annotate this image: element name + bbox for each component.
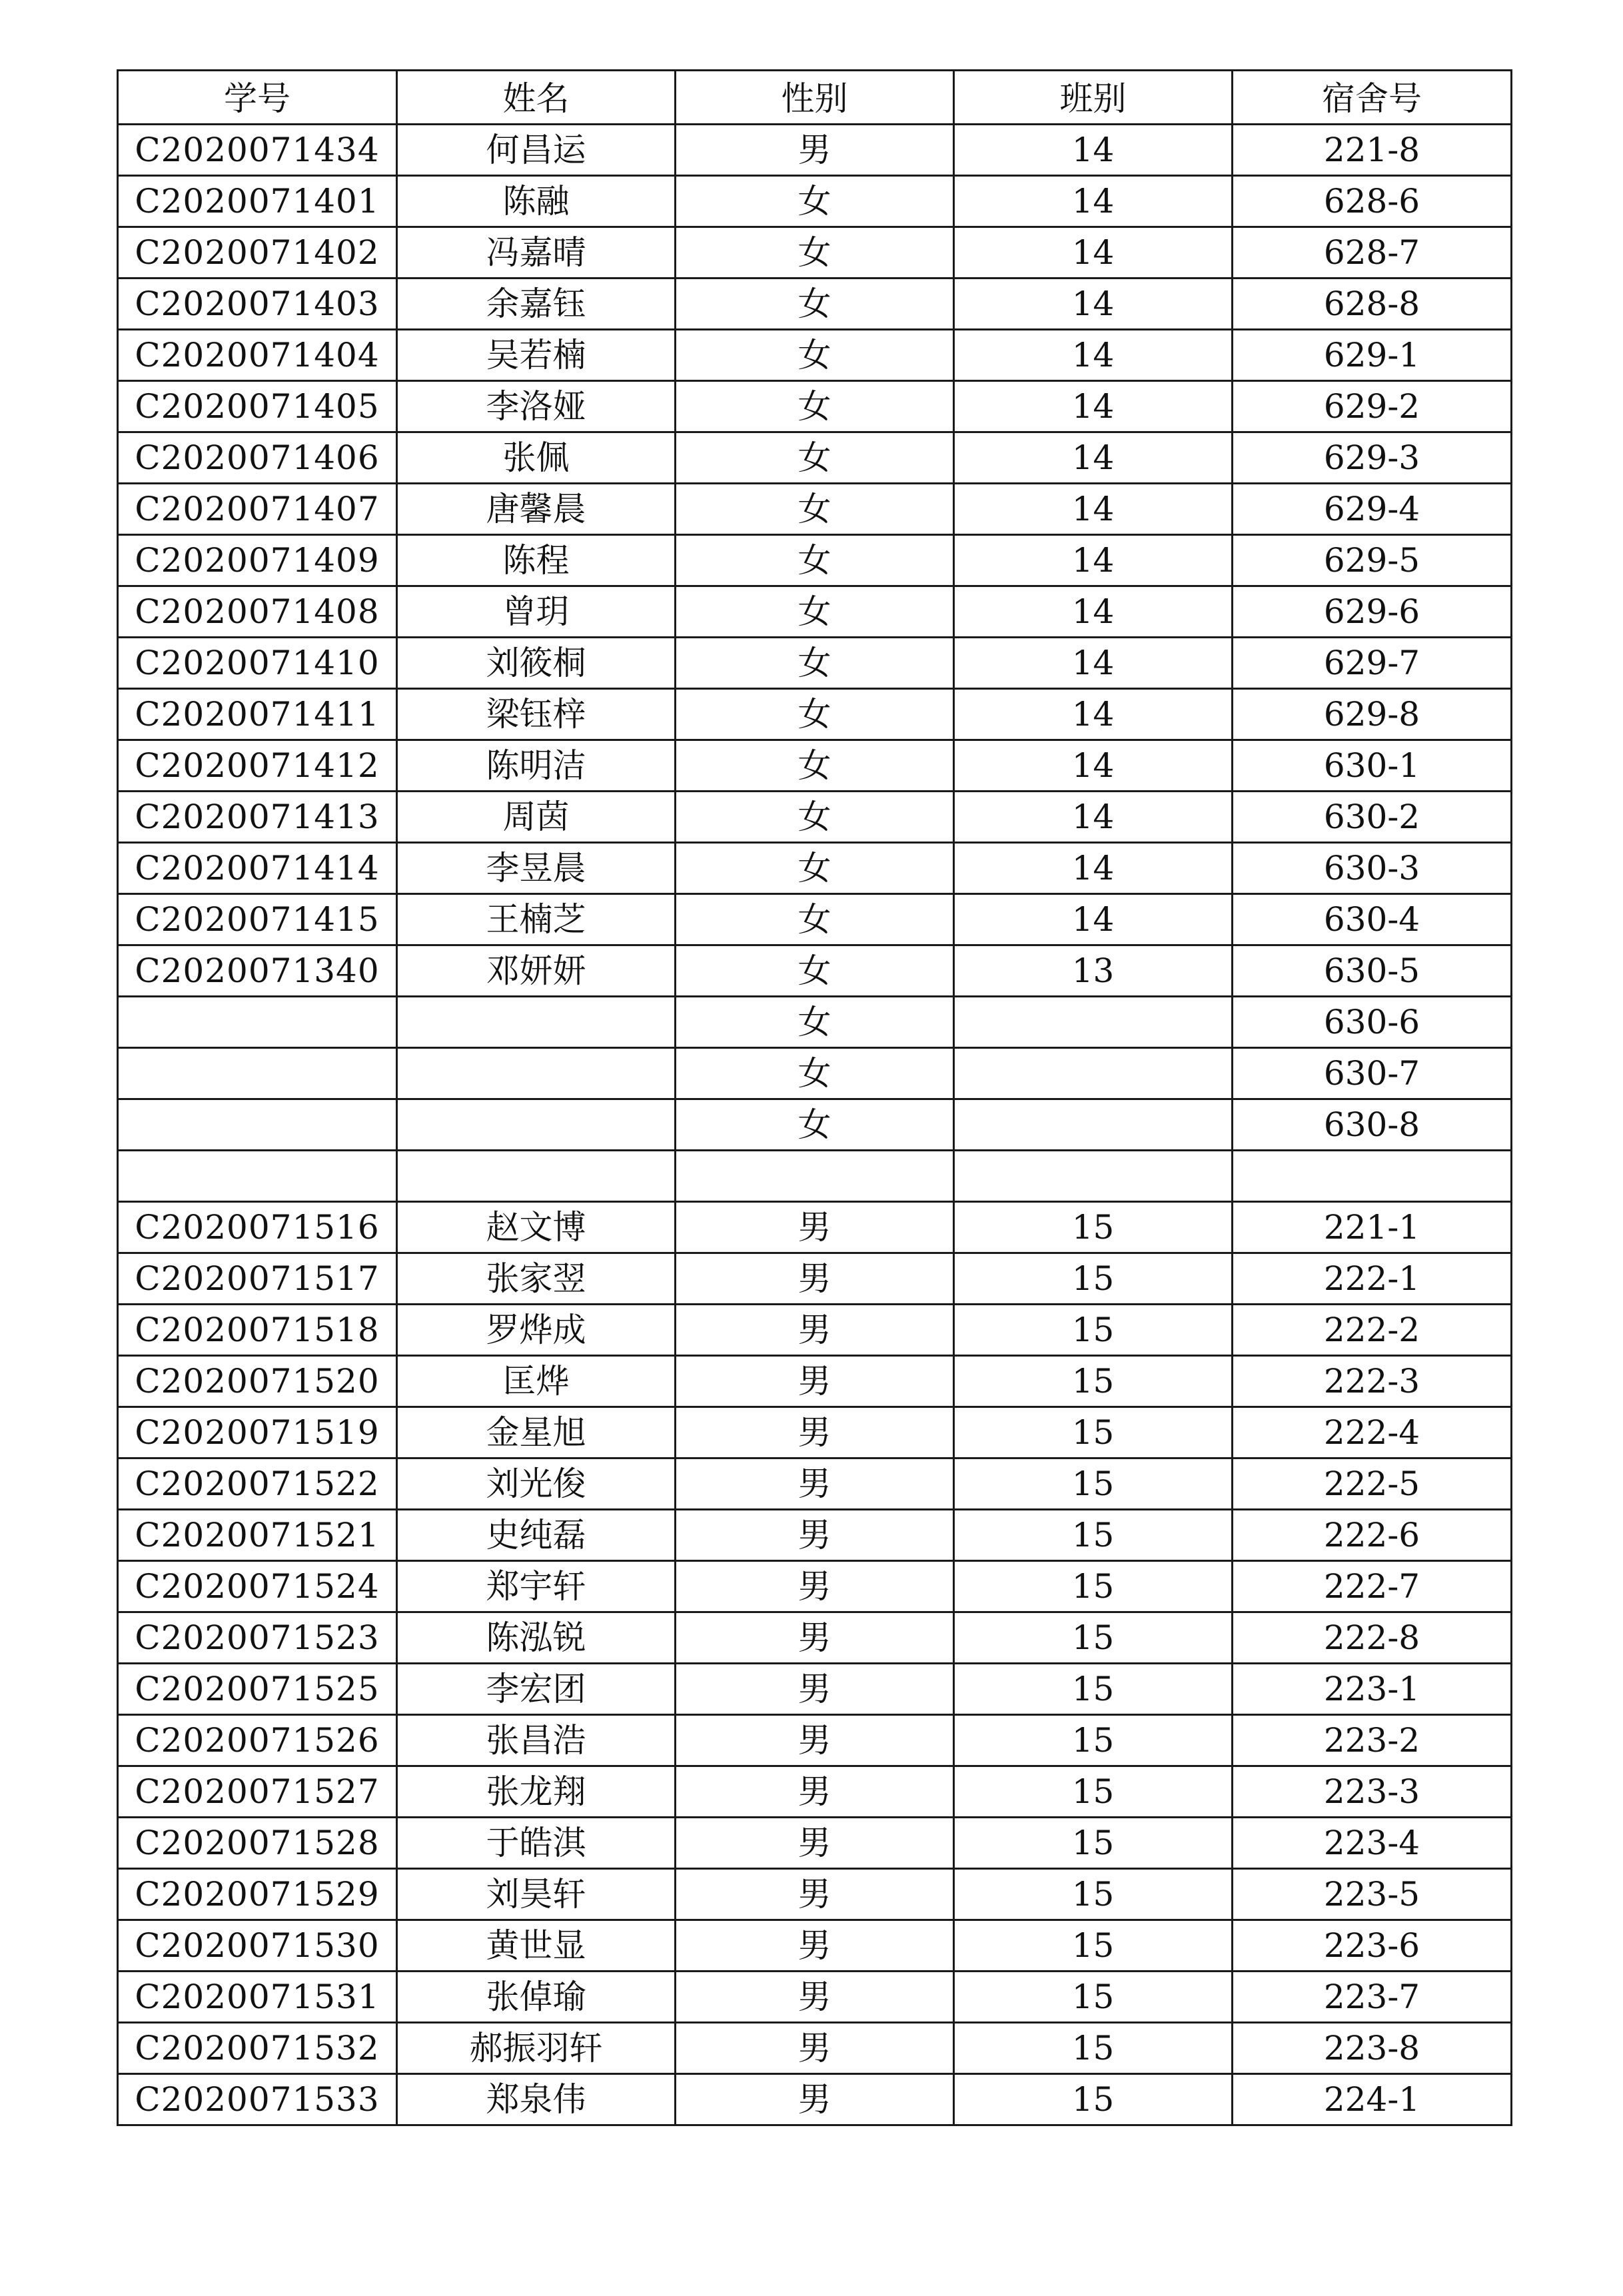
- dorm-number-cell: 222-4: [1233, 1407, 1512, 1458]
- dorm-number-cell: 222-8: [1233, 1612, 1512, 1664]
- dorm-number-cell: 630-5: [1233, 945, 1512, 997]
- class-cell: 15: [954, 2074, 1233, 2125]
- name-cell: 于皓淇: [397, 1818, 676, 1869]
- student-id-cell: [118, 1151, 397, 1202]
- gender-cell: 男: [676, 2023, 954, 2074]
- name-cell: 刘昊轩: [397, 1869, 676, 1920]
- student-id-cell: [118, 1048, 397, 1099]
- name-cell: 周茵: [397, 792, 676, 843]
- name-cell: 匡烨: [397, 1356, 676, 1407]
- name-cell: 陈明洁: [397, 740, 676, 792]
- class-cell: 15: [954, 1612, 1233, 1664]
- table-row: [118, 1510, 1512, 1561]
- dorm-number-cell: 629-5: [1233, 535, 1512, 586]
- gender-cell: 男: [676, 1612, 954, 1664]
- table-row: [118, 1920, 1512, 1972]
- gender-cell: 女: [676, 997, 954, 1048]
- class-cell: 14: [954, 689, 1233, 740]
- dorm-number-cell: 223-5: [1233, 1869, 1512, 1920]
- dorm-number-cell: 223-1: [1233, 1664, 1512, 1715]
- name-cell: 余嘉钰: [397, 279, 676, 330]
- class-cell: 14: [954, 484, 1233, 535]
- student-id-cell: C2020071520: [118, 1356, 397, 1407]
- gender-cell: 男: [676, 1458, 954, 1510]
- student-id-cell: C2020071528: [118, 1818, 397, 1869]
- name-cell: 陈泓锐: [397, 1612, 676, 1664]
- student-id-cell: C2020071518: [118, 1305, 397, 1356]
- class-cell: 15: [954, 1766, 1233, 1818]
- class-cell: [954, 997, 1233, 1048]
- student-id-cell: C2020071415: [118, 894, 397, 945]
- table-row: [118, 1869, 1512, 1920]
- student-id-cell: C2020071527: [118, 1766, 397, 1818]
- table-row: [118, 1766, 1512, 1818]
- class-cell: 14: [954, 740, 1233, 792]
- table-row: [118, 1612, 1512, 1664]
- table-row: [118, 894, 1512, 945]
- table-row: [118, 792, 1512, 843]
- dorm-number-cell: 630-6: [1233, 997, 1512, 1048]
- name-cell: 刘筱桐: [397, 638, 676, 689]
- gender-cell: 男: [676, 1510, 954, 1561]
- name-cell: 王楠芝: [397, 894, 676, 945]
- dorm-number-cell: 628-8: [1233, 279, 1512, 330]
- student-id-cell: C2020071409: [118, 535, 397, 586]
- student-id-cell: C2020071532: [118, 2023, 397, 2074]
- gender-cell: 男: [676, 1869, 954, 1920]
- class-cell: 15: [954, 1972, 1233, 2023]
- table-row: [118, 1305, 1512, 1356]
- dorm-number-cell: 630-8: [1233, 1099, 1512, 1151]
- gender-cell: 女: [676, 227, 954, 279]
- student-id-cell: C2020071530: [118, 1920, 397, 1972]
- dorm-number-cell: 222-1: [1233, 1253, 1512, 1305]
- student-id-cell: C2020071521: [118, 1510, 397, 1561]
- dormitory-roster-table: [117, 69, 1512, 2126]
- student-id-cell: C2020071406: [118, 432, 397, 484]
- name-cell: 曾玥: [397, 586, 676, 638]
- class-cell: 15: [954, 1664, 1233, 1715]
- name-cell: 赵文博: [397, 1202, 676, 1253]
- table-row: [118, 1715, 1512, 1766]
- dorm-number-cell: 223-2: [1233, 1715, 1512, 1766]
- class-cell: 14: [954, 894, 1233, 945]
- class-cell: 14: [954, 125, 1233, 176]
- dorm-number-cell: 221-8: [1233, 125, 1512, 176]
- class-cell: 14: [954, 227, 1233, 279]
- gender-cell: 女: [676, 484, 954, 535]
- dorm-number-cell: 222-3: [1233, 1356, 1512, 1407]
- column-header-name: 姓名: [397, 71, 676, 125]
- column-header-gender: 性别: [676, 71, 954, 125]
- student-id-cell: [118, 997, 397, 1048]
- gender-cell: 女: [676, 330, 954, 381]
- name-cell: 郑泉伟: [397, 2074, 676, 2125]
- class-cell: 15: [954, 2023, 1233, 2074]
- class-cell: 15: [954, 1715, 1233, 1766]
- table-row: [118, 1202, 1512, 1253]
- student-id-cell: C2020071407: [118, 484, 397, 535]
- gender-cell: 男: [676, 1561, 954, 1612]
- dorm-number-cell: 224-1: [1233, 2074, 1512, 2125]
- name-cell: 张倬瑜: [397, 1972, 676, 2023]
- student-id-cell: C2020071516: [118, 1202, 397, 1253]
- table-row: [118, 1099, 1512, 1151]
- student-id-cell: [118, 1099, 397, 1151]
- gender-cell: 女: [676, 586, 954, 638]
- gender-cell: 男: [676, 1818, 954, 1869]
- table-row: [118, 330, 1512, 381]
- name-cell: 吴若楠: [397, 330, 676, 381]
- table-row: [118, 1253, 1512, 1305]
- roster-body: [118, 125, 1512, 2125]
- gender-cell: 男: [676, 1766, 954, 1818]
- name-cell: 郑宇轩: [397, 1561, 676, 1612]
- class-cell: 15: [954, 1561, 1233, 1612]
- class-cell: 14: [954, 792, 1233, 843]
- column-header-class: 班别: [954, 71, 1233, 125]
- gender-cell: 男: [676, 1715, 954, 1766]
- table-row: [118, 1664, 1512, 1715]
- gender-cell: 女: [676, 1099, 954, 1151]
- class-cell: 14: [954, 843, 1233, 894]
- class-cell: 14: [954, 279, 1233, 330]
- table-row: [118, 1407, 1512, 1458]
- name-cell: [397, 997, 676, 1048]
- name-cell: [397, 1099, 676, 1151]
- table-row: [118, 432, 1512, 484]
- student-id-cell: C2020071533: [118, 2074, 397, 2125]
- class-cell: 15: [954, 1818, 1233, 1869]
- dorm-number-cell: 222-7: [1233, 1561, 1512, 1612]
- student-id-cell: C2020071529: [118, 1869, 397, 1920]
- student-id-cell: C2020071524: [118, 1561, 397, 1612]
- student-id-cell: C2020071517: [118, 1253, 397, 1305]
- gender-cell: 女: [676, 176, 954, 227]
- table-row: [118, 586, 1512, 638]
- gender-cell: 女: [676, 792, 954, 843]
- name-cell: 罗烨成: [397, 1305, 676, 1356]
- student-id-cell: C2020071526: [118, 1715, 397, 1766]
- gender-cell: 女: [676, 689, 954, 740]
- class-cell: 14: [954, 330, 1233, 381]
- dorm-number-cell: 629-1: [1233, 330, 1512, 381]
- class-cell: 15: [954, 1510, 1233, 1561]
- student-id-cell: C2020071522: [118, 1458, 397, 1510]
- dorm-number-cell: 629-4: [1233, 484, 1512, 535]
- dorm-number-cell: 223-7: [1233, 1972, 1512, 2023]
- dorm-number-cell: 629-7: [1233, 638, 1512, 689]
- gender-cell: 女: [676, 535, 954, 586]
- table-row: [118, 945, 1512, 997]
- class-cell: 15: [954, 1202, 1233, 1253]
- spreadsheet-page: [117, 69, 1510, 2126]
- table-row: [118, 227, 1512, 279]
- dorm-number-cell: 630-4: [1233, 894, 1512, 945]
- gender-cell: 男: [676, 125, 954, 176]
- name-cell: 张昌浩: [397, 1715, 676, 1766]
- table-row: [118, 1972, 1512, 2023]
- table-row: [118, 2074, 1512, 2125]
- name-cell: 李洛娅: [397, 381, 676, 432]
- student-id-cell: C2020071414: [118, 843, 397, 894]
- class-cell: 15: [954, 1458, 1233, 1510]
- dorm-number-cell: 222-5: [1233, 1458, 1512, 1510]
- class-cell: [954, 1048, 1233, 1099]
- dorm-number-cell: 630-1: [1233, 740, 1512, 792]
- class-cell: 15: [954, 1305, 1233, 1356]
- gender-cell: 女: [676, 1048, 954, 1099]
- class-cell: 15: [954, 1407, 1233, 1458]
- class-cell: 15: [954, 1869, 1233, 1920]
- class-cell: 14: [954, 535, 1233, 586]
- name-cell: 邓妍妍: [397, 945, 676, 997]
- dorm-number-cell: 630-7: [1233, 1048, 1512, 1099]
- student-id-cell: C2020071403: [118, 279, 397, 330]
- student-id-cell: C2020071531: [118, 1972, 397, 2023]
- class-cell: 14: [954, 586, 1233, 638]
- name-cell: [397, 1151, 676, 1202]
- name-cell: 张家翌: [397, 1253, 676, 1305]
- dorm-number-cell: 223-8: [1233, 2023, 1512, 2074]
- class-cell: 14: [954, 432, 1233, 484]
- student-id-cell: C2020071523: [118, 1612, 397, 1664]
- gender-cell: 男: [676, 1305, 954, 1356]
- gender-cell: 女: [676, 638, 954, 689]
- table-row: [118, 843, 1512, 894]
- table-row: [118, 125, 1512, 176]
- dorm-number-cell: 628-6: [1233, 176, 1512, 227]
- gender-cell: 男: [676, 1356, 954, 1407]
- name-cell: 张龙翔: [397, 1766, 676, 1818]
- table-row: [118, 535, 1512, 586]
- dorm-number-cell: 630-2: [1233, 792, 1512, 843]
- table-row: [118, 484, 1512, 535]
- name-cell: [397, 1048, 676, 1099]
- class-cell: 15: [954, 1253, 1233, 1305]
- gender-cell: 女: [676, 740, 954, 792]
- name-cell: 梁钰梓: [397, 689, 676, 740]
- dorm-number-cell: 222-2: [1233, 1305, 1512, 1356]
- class-cell: 14: [954, 381, 1233, 432]
- table-row: [118, 2023, 1512, 2074]
- name-cell: 唐馨晨: [397, 484, 676, 535]
- header-row: [118, 71, 1512, 125]
- dorm-number-cell: 629-8: [1233, 689, 1512, 740]
- student-id-cell: C2020071411: [118, 689, 397, 740]
- name-cell: 何昌运: [397, 125, 676, 176]
- gender-cell: 女: [676, 945, 954, 997]
- dorm-number-cell: 629-3: [1233, 432, 1512, 484]
- name-cell: 张佩: [397, 432, 676, 484]
- student-id-cell: C2020071519: [118, 1407, 397, 1458]
- name-cell: 金星旭: [397, 1407, 676, 1458]
- class-cell: [954, 1099, 1233, 1151]
- dorm-number-cell: 223-4: [1233, 1818, 1512, 1869]
- student-id-cell: C2020071408: [118, 586, 397, 638]
- table-row: [118, 279, 1512, 330]
- table-row: [118, 997, 1512, 1048]
- name-cell: 陈程: [397, 535, 676, 586]
- table-row: [118, 1818, 1512, 1869]
- student-id-cell: C2020071434: [118, 125, 397, 176]
- table-row: [118, 381, 1512, 432]
- dorm-number-cell: 629-2: [1233, 381, 1512, 432]
- dorm-number-cell: 222-6: [1233, 1510, 1512, 1561]
- name-cell: 陈融: [397, 176, 676, 227]
- dorm-number-cell: [1233, 1151, 1512, 1202]
- dorm-number-cell: 223-6: [1233, 1920, 1512, 1972]
- gender-cell: 男: [676, 1920, 954, 1972]
- column-header-student-id: 学号: [118, 71, 397, 125]
- table-row: [118, 1561, 1512, 1612]
- gender-cell: 男: [676, 2074, 954, 2125]
- gender-cell: 女: [676, 843, 954, 894]
- table-row: [118, 689, 1512, 740]
- name-cell: 史纯磊: [397, 1510, 676, 1561]
- name-cell: 李昱晨: [397, 843, 676, 894]
- class-cell: 14: [954, 176, 1233, 227]
- gender-cell: 男: [676, 1253, 954, 1305]
- gender-cell: 女: [676, 894, 954, 945]
- student-id-cell: C2020071401: [118, 176, 397, 227]
- class-cell: 15: [954, 1920, 1233, 1972]
- class-cell: [954, 1151, 1233, 1202]
- class-cell: 13: [954, 945, 1233, 997]
- dorm-number-cell: 629-6: [1233, 586, 1512, 638]
- gender-cell: 男: [676, 1664, 954, 1715]
- dorm-number-cell: 628-7: [1233, 227, 1512, 279]
- column-header-dorm-number: 宿舍号: [1233, 71, 1512, 125]
- name-cell: 郝振羽轩: [397, 2023, 676, 2074]
- table-row: [118, 740, 1512, 792]
- table-row: [118, 1458, 1512, 1510]
- gender-cell: 女: [676, 279, 954, 330]
- student-id-cell: C2020071404: [118, 330, 397, 381]
- dorm-number-cell: 630-3: [1233, 843, 1512, 894]
- table-row: [118, 1048, 1512, 1099]
- table-row: [118, 176, 1512, 227]
- gender-cell: 男: [676, 1972, 954, 2023]
- student-id-cell: C2020071413: [118, 792, 397, 843]
- name-cell: 李宏团: [397, 1664, 676, 1715]
- student-id-cell: C2020071525: [118, 1664, 397, 1715]
- gender-cell: 男: [676, 1407, 954, 1458]
- name-cell: 刘光俊: [397, 1458, 676, 1510]
- table-row: [118, 638, 1512, 689]
- gender-cell: 女: [676, 432, 954, 484]
- student-id-cell: C2020071412: [118, 740, 397, 792]
- table-row: [118, 1151, 1512, 1202]
- gender-cell: 女: [676, 381, 954, 432]
- student-id-cell: C2020071405: [118, 381, 397, 432]
- student-id-cell: C2020071340: [118, 945, 397, 997]
- class-cell: 15: [954, 1356, 1233, 1407]
- class-cell: 14: [954, 638, 1233, 689]
- gender-cell: [676, 1151, 954, 1202]
- table-row: [118, 1356, 1512, 1407]
- dorm-number-cell: 223-3: [1233, 1766, 1512, 1818]
- gender-cell: 男: [676, 1202, 954, 1253]
- name-cell: 冯嘉晴: [397, 227, 676, 279]
- name-cell: 黄世显: [397, 1920, 676, 1972]
- dorm-number-cell: 221-1: [1233, 1202, 1512, 1253]
- student-id-cell: C2020071402: [118, 227, 397, 279]
- student-id-cell: C2020071410: [118, 638, 397, 689]
